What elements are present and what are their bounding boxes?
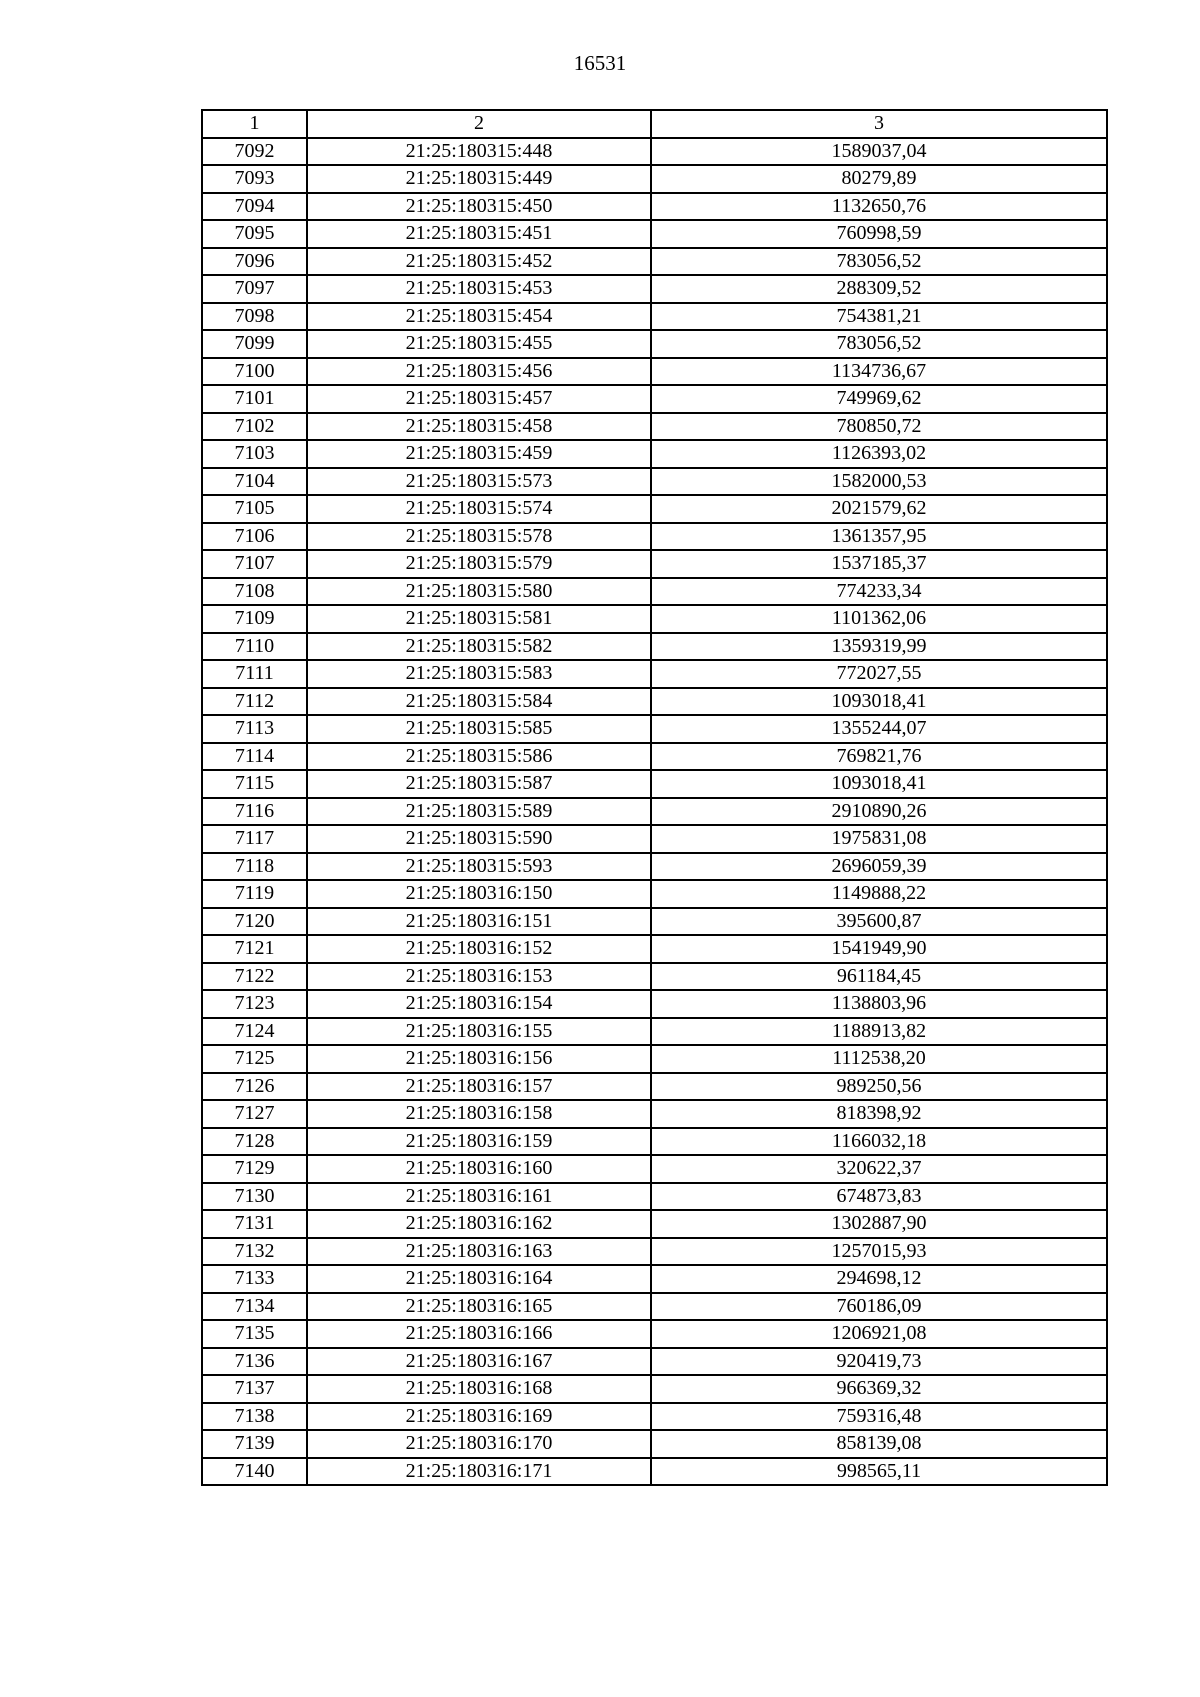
table-row xyxy=(202,743,1107,771)
cadastral-number-cell: 21:25:180315:455 xyxy=(307,330,651,358)
table-row xyxy=(202,963,1107,991)
table-row xyxy=(202,468,1107,496)
value-cell: 772027,55 xyxy=(651,660,1107,688)
cadastral-number-cell: 21:25:180315:456 xyxy=(307,358,651,386)
cadastral-number-cell: 21:25:180315:459 xyxy=(307,440,651,468)
page-number: 16531 xyxy=(573,51,627,75)
row-number-cell: 7119 xyxy=(202,880,307,908)
value-cell: 1101362,06 xyxy=(651,605,1107,633)
row-number-cell: 7106 xyxy=(202,523,307,551)
value-cell: 1206921,08 xyxy=(651,1320,1107,1348)
cadastral-number-cell: 21:25:180316:164 xyxy=(307,1265,651,1293)
table-row xyxy=(202,1293,1107,1321)
value-cell: 1093018,41 xyxy=(651,770,1107,798)
row-number-cell: 7134 xyxy=(202,1293,307,1321)
table-row xyxy=(202,1238,1107,1266)
cadastral-number-cell: 21:25:180315:581 xyxy=(307,605,651,633)
value-cell: 80279,89 xyxy=(651,165,1107,193)
row-number-cell: 7093 xyxy=(202,165,307,193)
row-number-cell: 7099 xyxy=(202,330,307,358)
cadastral-number-cell: 21:25:180316:151 xyxy=(307,908,651,936)
table-row xyxy=(202,935,1107,963)
table-row xyxy=(202,550,1107,578)
table-row xyxy=(202,908,1107,936)
cadastral-number-cell: 21:25:180315:457 xyxy=(307,385,651,413)
value-cell: 288309,52 xyxy=(651,275,1107,303)
table-row xyxy=(202,853,1107,881)
cadastral-number-cell: 21:25:180315:586 xyxy=(307,743,651,771)
row-number-cell: 7128 xyxy=(202,1128,307,1156)
table-row xyxy=(202,770,1107,798)
value-cell: 769821,76 xyxy=(651,743,1107,771)
data-table xyxy=(201,109,1108,1486)
row-number-cell: 7114 xyxy=(202,743,307,771)
value-cell: 998565,11 xyxy=(651,1458,1107,1486)
value-cell: 759316,48 xyxy=(651,1403,1107,1431)
table-row xyxy=(202,385,1107,413)
value-cell: 961184,45 xyxy=(651,963,1107,991)
value-cell: 760998,59 xyxy=(651,220,1107,248)
value-cell: 1188913,82 xyxy=(651,1018,1107,1046)
value-cell: 320622,37 xyxy=(651,1155,1107,1183)
cadastral-number-cell: 21:25:180315:582 xyxy=(307,633,651,661)
cadastral-number-cell: 21:25:180315:451 xyxy=(307,220,651,248)
cadastral-number-cell: 21:25:180316:152 xyxy=(307,935,651,963)
row-number-cell: 7095 xyxy=(202,220,307,248)
value-cell: 1149888,22 xyxy=(651,880,1107,908)
cadastral-number-cell: 21:25:180316:159 xyxy=(307,1128,651,1156)
cadastral-number-cell: 21:25:180316:170 xyxy=(307,1430,651,1458)
cadastral-number-cell: 21:25:180315:574 xyxy=(307,495,651,523)
cadastral-number-cell: 21:25:180315:590 xyxy=(307,825,651,853)
cadastral-number-cell: 21:25:180315:452 xyxy=(307,248,651,276)
cadastral-number-cell: 21:25:180316:161 xyxy=(307,1183,651,1211)
table-row xyxy=(202,1210,1107,1238)
value-cell: 858139,08 xyxy=(651,1430,1107,1458)
cadastral-number-cell: 21:25:180315:584 xyxy=(307,688,651,716)
table-row xyxy=(202,1073,1107,1101)
row-number-cell: 7125 xyxy=(202,1045,307,1073)
value-cell: 1166032,18 xyxy=(651,1128,1107,1156)
cadastral-number-cell: 21:25:180315:573 xyxy=(307,468,651,496)
row-number-cell: 7111 xyxy=(202,660,307,688)
value-cell: 989250,56 xyxy=(651,1073,1107,1101)
value-cell: 1257015,93 xyxy=(651,1238,1107,1266)
cadastral-number-cell: 21:25:180316:165 xyxy=(307,1293,651,1321)
cadastral-number-cell: 21:25:180316:162 xyxy=(307,1210,651,1238)
header-row xyxy=(202,110,1107,138)
cadastral-number-cell: 21:25:180315:453 xyxy=(307,275,651,303)
row-number-cell: 7133 xyxy=(202,1265,307,1293)
row-number-cell: 7109 xyxy=(202,605,307,633)
value-cell: 1093018,41 xyxy=(651,688,1107,716)
value-cell: 2910890,26 xyxy=(651,798,1107,826)
cadastral-number-cell: 21:25:180315:454 xyxy=(307,303,651,331)
table-row xyxy=(202,1018,1107,1046)
value-cell: 1112538,20 xyxy=(651,1045,1107,1073)
table-row xyxy=(202,798,1107,826)
table-row xyxy=(202,1320,1107,1348)
row-number-cell: 7118 xyxy=(202,853,307,881)
cadastral-number-cell: 21:25:180316:153 xyxy=(307,963,651,991)
column-header-2: 2 xyxy=(307,110,651,138)
cadastral-number-cell: 21:25:180315:589 xyxy=(307,798,651,826)
table-row xyxy=(202,495,1107,523)
table-row xyxy=(202,633,1107,661)
value-cell: 1138803,96 xyxy=(651,990,1107,1018)
row-number-cell: 7123 xyxy=(202,990,307,1018)
value-cell: 1132650,76 xyxy=(651,193,1107,221)
table-row xyxy=(202,248,1107,276)
table-row xyxy=(202,660,1107,688)
value-cell: 1361357,95 xyxy=(651,523,1107,551)
table-row xyxy=(202,990,1107,1018)
value-cell: 818398,92 xyxy=(651,1100,1107,1128)
row-number-cell: 7097 xyxy=(202,275,307,303)
value-cell: 1302887,90 xyxy=(651,1210,1107,1238)
cadastral-number-cell: 21:25:180316:154 xyxy=(307,990,651,1018)
table-body xyxy=(202,138,1107,1486)
value-cell: 2021579,62 xyxy=(651,495,1107,523)
row-number-cell: 7092 xyxy=(202,138,307,166)
row-number-cell: 7117 xyxy=(202,825,307,853)
table-row xyxy=(202,523,1107,551)
value-cell: 749969,62 xyxy=(651,385,1107,413)
row-number-cell: 7140 xyxy=(202,1458,307,1486)
table-row xyxy=(202,1375,1107,1403)
table-row xyxy=(202,330,1107,358)
value-cell: 1975831,08 xyxy=(651,825,1107,853)
row-number-cell: 7094 xyxy=(202,193,307,221)
row-number-cell: 7108 xyxy=(202,578,307,606)
table-row xyxy=(202,1403,1107,1431)
row-number-cell: 7132 xyxy=(202,1238,307,1266)
row-number-cell: 7104 xyxy=(202,468,307,496)
cadastral-number-cell: 21:25:180316:155 xyxy=(307,1018,651,1046)
cadastral-number-cell: 21:25:180315:579 xyxy=(307,550,651,578)
table-row xyxy=(202,303,1107,331)
value-cell: 395600,87 xyxy=(651,908,1107,936)
cadastral-number-cell: 21:25:180316:168 xyxy=(307,1375,651,1403)
cadastral-number-cell: 21:25:180315:578 xyxy=(307,523,651,551)
cadastral-number-cell: 21:25:180316:167 xyxy=(307,1348,651,1376)
cadastral-number-cell: 21:25:180316:160 xyxy=(307,1155,651,1183)
table-row xyxy=(202,825,1107,853)
cadastral-number-cell: 21:25:180316:166 xyxy=(307,1320,651,1348)
row-number-cell: 7100 xyxy=(202,358,307,386)
row-number-cell: 7127 xyxy=(202,1100,307,1128)
value-cell: 783056,52 xyxy=(651,248,1107,276)
value-cell: 674873,83 xyxy=(651,1183,1107,1211)
value-cell: 754381,21 xyxy=(651,303,1107,331)
value-cell: 760186,09 xyxy=(651,1293,1107,1321)
table-row xyxy=(202,1430,1107,1458)
table-row xyxy=(202,193,1107,221)
table-header xyxy=(202,110,1107,138)
table-row xyxy=(202,358,1107,386)
row-number-cell: 7122 xyxy=(202,963,307,991)
row-number-cell: 7115 xyxy=(202,770,307,798)
row-number-cell: 7124 xyxy=(202,1018,307,1046)
row-number-cell: 7131 xyxy=(202,1210,307,1238)
cadastral-number-cell: 21:25:180315:587 xyxy=(307,770,651,798)
cadastral-number-cell: 21:25:180315:593 xyxy=(307,853,651,881)
table-row xyxy=(202,1265,1107,1293)
value-cell: 1359319,99 xyxy=(651,633,1107,661)
row-number-cell: 7130 xyxy=(202,1183,307,1211)
table-row xyxy=(202,1458,1107,1486)
table-row xyxy=(202,1183,1107,1211)
row-number-cell: 7129 xyxy=(202,1155,307,1183)
row-number-cell: 7139 xyxy=(202,1430,307,1458)
value-cell: 1589037,04 xyxy=(651,138,1107,166)
value-cell: 783056,52 xyxy=(651,330,1107,358)
row-number-cell: 7116 xyxy=(202,798,307,826)
cadastral-number-cell: 21:25:180315:583 xyxy=(307,660,651,688)
value-cell: 774233,34 xyxy=(651,578,1107,606)
cadastral-number-cell: 21:25:180315:448 xyxy=(307,138,651,166)
table-row xyxy=(202,688,1107,716)
row-number-cell: 7112 xyxy=(202,688,307,716)
column-header-3: 3 xyxy=(651,110,1107,138)
cadastral-number-cell: 21:25:180316:158 xyxy=(307,1100,651,1128)
cadastral-number-cell: 21:25:180316:156 xyxy=(307,1045,651,1073)
cadastral-number-cell: 21:25:180316:169 xyxy=(307,1403,651,1431)
row-number-cell: 7105 xyxy=(202,495,307,523)
table-row xyxy=(202,1045,1107,1073)
table-row xyxy=(202,275,1107,303)
cadastral-number-cell: 21:25:180316:163 xyxy=(307,1238,651,1266)
table-row xyxy=(202,880,1107,908)
value-cell: 1134736,67 xyxy=(651,358,1107,386)
table-row xyxy=(202,1348,1107,1376)
table-row xyxy=(202,1128,1107,1156)
table-row xyxy=(202,1155,1107,1183)
value-cell: 780850,72 xyxy=(651,413,1107,441)
table-row xyxy=(202,440,1107,468)
row-number-cell: 7102 xyxy=(202,413,307,441)
row-number-cell: 7098 xyxy=(202,303,307,331)
cadastral-number-cell: 21:25:180316:171 xyxy=(307,1458,651,1486)
cadastral-number-cell: 21:25:180315:450 xyxy=(307,193,651,221)
row-number-cell: 7135 xyxy=(202,1320,307,1348)
value-cell: 1126393,02 xyxy=(651,440,1107,468)
value-cell: 1541949,90 xyxy=(651,935,1107,963)
cadastral-number-cell: 21:25:180316:150 xyxy=(307,880,651,908)
row-number-cell: 7137 xyxy=(202,1375,307,1403)
table-row xyxy=(202,220,1107,248)
value-cell: 966369,32 xyxy=(651,1375,1107,1403)
row-number-cell: 7121 xyxy=(202,935,307,963)
table-row xyxy=(202,605,1107,633)
table-row xyxy=(202,715,1107,743)
column-header-1: 1 xyxy=(202,110,307,138)
value-cell: 1355244,07 xyxy=(651,715,1107,743)
row-number-cell: 7101 xyxy=(202,385,307,413)
row-number-cell: 7103 xyxy=(202,440,307,468)
row-number-cell: 7138 xyxy=(202,1403,307,1431)
value-cell: 920419,73 xyxy=(651,1348,1107,1376)
table-row xyxy=(202,1100,1107,1128)
cadastral-number-cell: 21:25:180315:585 xyxy=(307,715,651,743)
table-row xyxy=(202,138,1107,166)
row-number-cell: 7110 xyxy=(202,633,307,661)
table-row xyxy=(202,578,1107,606)
row-number-cell: 7096 xyxy=(202,248,307,276)
row-number-cell: 7113 xyxy=(202,715,307,743)
value-cell: 2696059,39 xyxy=(651,853,1107,881)
row-number-cell: 7126 xyxy=(202,1073,307,1101)
value-cell: 294698,12 xyxy=(651,1265,1107,1293)
cadastral-number-cell: 21:25:180315:449 xyxy=(307,165,651,193)
cadastral-number-cell: 21:25:180315:580 xyxy=(307,578,651,606)
table-row xyxy=(202,413,1107,441)
row-number-cell: 7107 xyxy=(202,550,307,578)
cadastral-number-cell: 21:25:180315:458 xyxy=(307,413,651,441)
value-cell: 1582000,53 xyxy=(651,468,1107,496)
value-cell: 1537185,37 xyxy=(651,550,1107,578)
row-number-cell: 7120 xyxy=(202,908,307,936)
table-row xyxy=(202,165,1107,193)
row-number-cell: 7136 xyxy=(202,1348,307,1376)
cadastral-number-cell: 21:25:180316:157 xyxy=(307,1073,651,1101)
